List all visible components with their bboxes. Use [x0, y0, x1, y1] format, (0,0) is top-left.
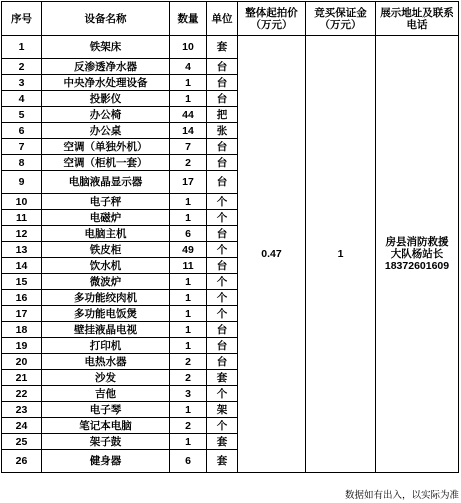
cell-name: 电脑主机 — [42, 226, 170, 242]
cell-qty: 4 — [170, 59, 207, 75]
cell-name: 电子秤 — [42, 194, 170, 210]
cell-qty: 1 — [170, 402, 207, 418]
cell-qty: 1 — [170, 322, 207, 338]
cell-name: 电磁炉 — [42, 210, 170, 226]
cell-qty: 1 — [170, 75, 207, 91]
cell-name: 微波炉 — [42, 274, 170, 290]
cell-name: 壁挂液晶电视 — [42, 322, 170, 338]
cell-unit: 台 — [207, 322, 238, 338]
cell-no: 10 — [2, 194, 42, 210]
price-value: 0.47 — [261, 248, 282, 260]
cell-unit: 个 — [207, 306, 238, 322]
cell-no: 14 — [2, 258, 42, 274]
cell-qty: 1 — [170, 434, 207, 450]
cell-no: 13 — [2, 242, 42, 258]
cell-no: 6 — [2, 123, 42, 139]
cell-name: 铁皮柜 — [42, 242, 170, 258]
header-qty: 数量 — [170, 2, 207, 36]
cell-name: 中央净水处理设备 — [42, 75, 170, 91]
cell-no: 18 — [2, 322, 42, 338]
header-no: 序号 — [2, 2, 42, 36]
cell-no: 22 — [2, 386, 42, 402]
contact-line-1: 房县消防救援 — [385, 236, 449, 248]
cell-qty: 1 — [170, 290, 207, 306]
cell-qty: 2 — [170, 370, 207, 386]
cell-no: 23 — [2, 402, 42, 418]
cell-qty: 2 — [170, 418, 207, 434]
cell-unit: 把 — [207, 107, 238, 123]
cell-name: 空调（柜机一套） — [42, 155, 170, 171]
cell-no: 25 — [2, 434, 42, 450]
cell-name: 办公桌 — [42, 123, 170, 139]
cell-no: 3 — [2, 75, 42, 91]
cell-unit: 台 — [207, 338, 238, 354]
cell-qty: 6 — [170, 450, 207, 473]
header-row — [2, 2, 459, 36]
cell-name: 吉他 — [42, 386, 170, 402]
cell-name: 笔记本电脑 — [42, 418, 170, 434]
cell-qty: 1 — [170, 210, 207, 226]
cell-name: 打印机 — [42, 338, 170, 354]
cell-qty: 1 — [170, 338, 207, 354]
cell-no: 16 — [2, 290, 42, 306]
cell-qty: 10 — [170, 36, 207, 59]
cell-unit: 张 — [207, 123, 238, 139]
cell-no: 15 — [2, 274, 42, 290]
cell-unit: 个 — [207, 386, 238, 402]
cell-unit: 架 — [207, 402, 238, 418]
cell-name: 饮水机 — [42, 258, 170, 274]
deposit-value: 1 — [337, 248, 344, 260]
cell-unit: 台 — [207, 155, 238, 171]
cell-qty: 6 — [170, 226, 207, 242]
cell-unit: 个 — [207, 194, 238, 210]
cell-unit: 个 — [207, 418, 238, 434]
cell-qty: 14 — [170, 123, 207, 139]
cell-name: 投影仪 — [42, 91, 170, 107]
cell-no: 4 — [2, 91, 42, 107]
cell-qty: 11 — [170, 258, 207, 274]
header-price: 整体起拍价（万元） — [238, 2, 306, 36]
footnote: 数据如有出入，以实际为准 — [344, 490, 459, 501]
cell-no: 19 — [2, 338, 42, 354]
cell-no: 12 — [2, 226, 42, 242]
merged-deposit — [306, 36, 376, 473]
cell-name: 架子鼓 — [42, 434, 170, 450]
cell-name: 电脑液晶显示器 — [42, 171, 170, 194]
cell-unit: 台 — [207, 75, 238, 91]
cell-unit: 个 — [207, 290, 238, 306]
asset-table — [1, 1, 459, 473]
cell-no: 11 — [2, 210, 42, 226]
table-row — [2, 36, 459, 59]
cell-no: 7 — [2, 139, 42, 155]
cell-no: 2 — [2, 59, 42, 75]
cell-no: 21 — [2, 370, 42, 386]
cell-qty: 17 — [170, 171, 207, 194]
cell-unit: 个 — [207, 242, 238, 258]
cell-qty: 1 — [170, 194, 207, 210]
cell-unit: 套 — [207, 370, 238, 386]
cell-qty: 3 — [170, 386, 207, 402]
cell-unit: 台 — [207, 226, 238, 242]
cell-unit: 台 — [207, 258, 238, 274]
cell-unit: 个 — [207, 274, 238, 290]
cell-no: 24 — [2, 418, 42, 434]
contact-phone: 18372601609 — [384, 260, 450, 272]
cell-qty: 7 — [170, 139, 207, 155]
cell-name: 电子琴 — [42, 402, 170, 418]
cell-qty: 1 — [170, 274, 207, 290]
cell-name: 多功能绞肉机 — [42, 290, 170, 306]
merged-price — [238, 36, 306, 473]
header-deposit: 竞买保证金（万元） — [306, 2, 376, 36]
cell-no: 17 — [2, 306, 42, 322]
cell-unit: 台 — [207, 171, 238, 194]
cell-unit: 套 — [207, 36, 238, 59]
header-unit: 单位 — [207, 2, 238, 36]
cell-name: 沙发 — [42, 370, 170, 386]
cell-qty: 44 — [170, 107, 207, 123]
cell-qty: 2 — [170, 354, 207, 370]
cell-unit: 台 — [207, 354, 238, 370]
cell-unit: 台 — [207, 91, 238, 107]
header-contact: 展示地址及联系电话 — [376, 2, 459, 36]
cell-qty: 2 — [170, 155, 207, 171]
cell-unit: 台 — [207, 59, 238, 75]
cell-qty: 1 — [170, 91, 207, 107]
cell-name: 健身器 — [42, 450, 170, 473]
cell-name: 电热水器 — [42, 354, 170, 370]
cell-no: 26 — [2, 450, 42, 473]
cell-name: 办公椅 — [42, 107, 170, 123]
cell-no: 5 — [2, 107, 42, 123]
cell-name: 铁架床 — [42, 36, 170, 59]
cell-no: 1 — [2, 36, 42, 59]
header-name: 设备名称 — [42, 2, 170, 36]
cell-unit: 台 — [207, 139, 238, 155]
cell-name: 多功能电饭煲 — [42, 306, 170, 322]
cell-no: 8 — [2, 155, 42, 171]
cell-no: 20 — [2, 354, 42, 370]
cell-unit: 个 — [207, 210, 238, 226]
cell-name: 空调（单独外机） — [42, 139, 170, 155]
cell-no: 9 — [2, 171, 42, 194]
cell-name: 反渗透净水器 — [42, 59, 170, 75]
cell-qty: 49 — [170, 242, 207, 258]
contact-line-2: 大队杨站长 — [390, 248, 444, 260]
cell-qty: 1 — [170, 306, 207, 322]
cell-unit: 套 — [207, 450, 238, 473]
merged-contact — [376, 36, 459, 473]
cell-unit: 套 — [207, 434, 238, 450]
